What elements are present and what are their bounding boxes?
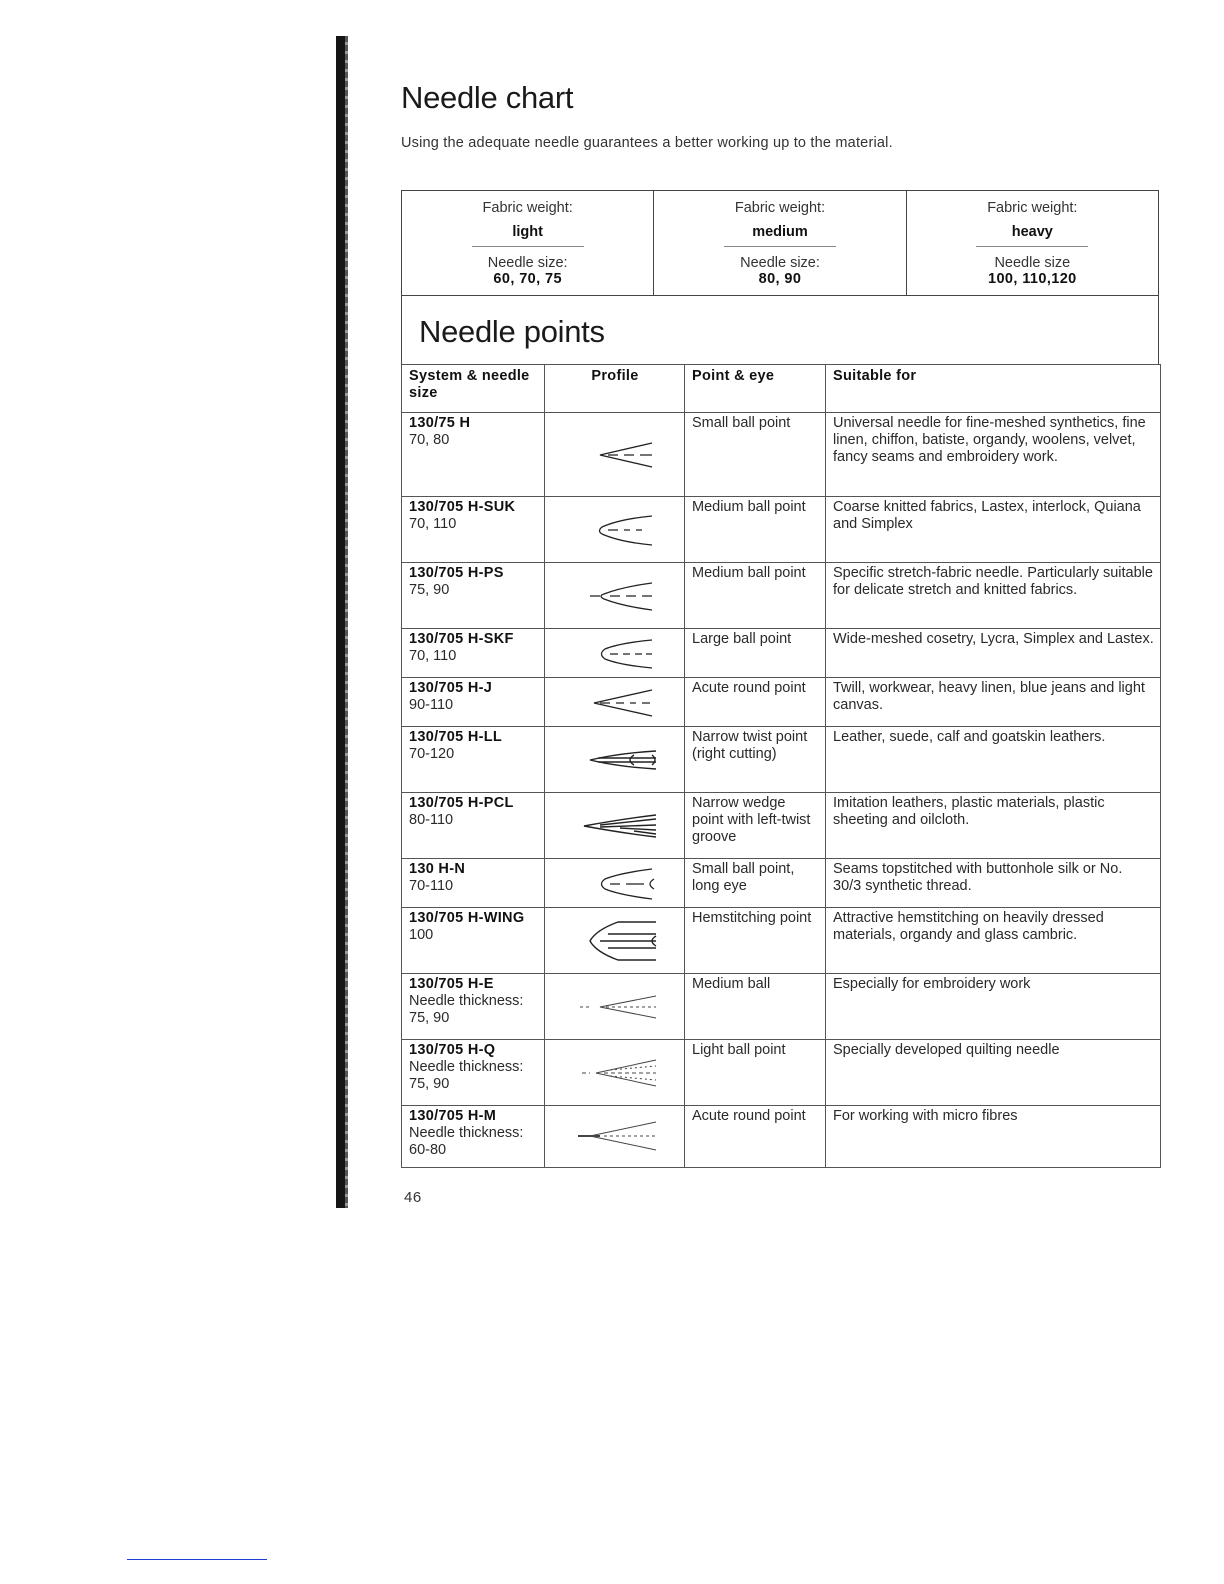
- needle-sizes: 70, 110: [409, 648, 457, 664]
- profile-cell: [545, 793, 685, 859]
- table-row: [402, 629, 1161, 678]
- needle-profile-icon: [560, 631, 670, 677]
- point-eye-cell: Small ball point, long eye: [685, 859, 826, 908]
- table-row: [402, 1106, 1161, 1168]
- divider: [724, 246, 836, 247]
- point-eye-cell: Small ball point: [685, 413, 826, 497]
- suitable-cell: Specially developed quilting needle: [826, 1040, 1161, 1106]
- needle-sizes: 70-120: [409, 746, 455, 762]
- system-cell: [402, 727, 545, 793]
- system-cell: [402, 497, 545, 563]
- point-eye-cell: Large ball point: [685, 629, 826, 678]
- table-row: [402, 727, 1161, 793]
- system-name: 130/705 H-E: [409, 976, 494, 992]
- needle-profile-icon: [560, 861, 670, 907]
- fabric-weight-table: [401, 190, 1159, 296]
- needle-profile-icon: [560, 415, 670, 495]
- profile-cell: [545, 1040, 685, 1106]
- profile-cell: [545, 908, 685, 974]
- header-system: System & needle size: [402, 365, 545, 413]
- profile-cell: [545, 629, 685, 678]
- needle-size-value: 80, 90: [758, 271, 802, 287]
- needle-sizes: 100: [409, 927, 434, 943]
- system-name: 130 H-N: [409, 861, 466, 877]
- suitable-cell: Coarse knitted fabrics, Lastex, interlock, Quiana and Simplex: [826, 497, 1161, 563]
- point-eye-cell: Medium ball point: [685, 497, 826, 563]
- needle-profile-icon: [560, 565, 670, 627]
- needle-points-title: Needle points: [419, 314, 605, 349]
- table-row: [402, 678, 1161, 727]
- needle-sizes: 70-110: [409, 878, 454, 894]
- suitable-cell: Seams topstitched with buttonhole silk or No. 30/3 synthetic thread.: [826, 859, 1161, 908]
- needle-sizes: 70, 110: [409, 516, 457, 532]
- system-name: 130/705 H-LL: [409, 729, 503, 745]
- table-row: [402, 497, 1161, 563]
- needle-sizes: Needle thickness: 75, 90: [409, 1059, 524, 1092]
- needle-sizes: Needle thickness: 60-80: [409, 1125, 524, 1158]
- system-cell: [402, 563, 545, 629]
- system-cell: [402, 1040, 545, 1106]
- point-eye-cell: Narrow twist point (right cutting): [685, 727, 826, 793]
- system-name: 130/705 H-Q: [409, 1042, 496, 1058]
- needle-points-table: [401, 364, 1161, 1168]
- system-name: 130/705 H-PS: [409, 565, 504, 581]
- page-number: 46: [404, 1189, 422, 1206]
- system-name: 130/705 H-M: [409, 1108, 497, 1124]
- system-cell: [402, 908, 545, 974]
- header-point: Point & eye: [685, 365, 826, 413]
- table-row: [402, 908, 1161, 974]
- fabric-weight-label: Fabric weight:: [734, 200, 826, 216]
- system-cell: [402, 793, 545, 859]
- point-eye-cell: Light ball point: [685, 1040, 826, 1106]
- profile-cell: [545, 727, 685, 793]
- fabric-weight-label: Fabric weight:: [482, 200, 573, 216]
- point-eye-cell: Acute round point: [685, 678, 826, 727]
- suitable-cell: Leather, suede, calf and goatskin leathers.: [826, 727, 1161, 793]
- page-title: Needle chart: [401, 80, 574, 115]
- intro-text: Using the adequate needle guarantees a better working up to the material.: [401, 135, 893, 151]
- needle-size-value: 60, 70, 75: [493, 271, 562, 287]
- needle-profile-icon: [560, 499, 670, 561]
- profile-cell: [545, 563, 685, 629]
- footer-rule: [127, 1559, 267, 1560]
- needle-size-label: Needle size: [994, 255, 1071, 271]
- profile-cell: [545, 678, 685, 727]
- needle-sizes: Needle thickness: 75, 90: [409, 993, 524, 1026]
- suitable-cell: Specific stretch-fabric needle. Particularly suitable for delicate stretch and knitted fabrics.: [826, 563, 1161, 629]
- point-eye-cell: Acute round point: [685, 1106, 826, 1168]
- suitable-cell: For working with micro fibres: [826, 1106, 1161, 1168]
- header-suitable: Suitable for: [826, 365, 1161, 413]
- needle-profile-icon: [560, 1108, 670, 1166]
- point-eye-cell: Medium ball point: [685, 563, 826, 629]
- needle-sizes: 70, 80: [409, 432, 450, 448]
- fabric-weight-heavy: [907, 191, 1158, 295]
- fabric-weight-value: medium: [752, 224, 808, 240]
- profile-cell: [545, 497, 685, 563]
- profile-cell: [545, 859, 685, 908]
- header-profile: Profile: [545, 365, 685, 413]
- system-name: 130/705 H-J: [409, 680, 493, 696]
- divider: [472, 246, 584, 247]
- table-header-row: [402, 365, 1161, 413]
- system-cell: [402, 859, 545, 908]
- system-name: 130/75 H: [409, 415, 471, 431]
- table-row: [402, 413, 1161, 497]
- suitable-cell: Imitation leathers, plastic materials, plastic sheeting and oilcloth.: [826, 793, 1161, 859]
- system-cell: [402, 974, 545, 1040]
- table-row: [402, 793, 1161, 859]
- fabric-weight-label: Fabric weight:: [987, 200, 1078, 216]
- needle-profile-icon: [560, 729, 670, 791]
- fabric-weight-light: [402, 191, 654, 295]
- table-row: [402, 563, 1161, 629]
- needle-size-label: Needle size:: [740, 255, 820, 271]
- system-name: 130/705 H-SKF: [409, 631, 514, 647]
- system-cell: [402, 413, 545, 497]
- system-name: 130/705 H-PCL: [409, 795, 514, 811]
- suitable-cell: Twill, workwear, heavy linen, blue jeans and light canvas.: [826, 678, 1161, 727]
- table-row: [402, 1040, 1161, 1106]
- system-name: 130/705 H-WING: [409, 910, 525, 926]
- fabric-weight-medium: [654, 191, 906, 295]
- needle-profile-icon: [560, 1042, 670, 1104]
- point-eye-cell: Hemstitching point: [685, 908, 826, 974]
- fabric-weight-value: heavy: [1011, 224, 1053, 240]
- system-cell: [402, 629, 545, 678]
- needle-profile-icon: [560, 910, 670, 972]
- table-row: [402, 974, 1161, 1040]
- point-eye-cell: Narrow wedge point with left-twist groove: [685, 793, 826, 859]
- profile-cell: [545, 1106, 685, 1168]
- divider: [976, 246, 1088, 247]
- needle-profile-icon: [560, 795, 670, 857]
- profile-cell: [545, 974, 685, 1040]
- system-cell: [402, 1106, 545, 1168]
- suitable-cell: Universal needle for fine-meshed synthetics, fine linen, chiffon, batiste, organdy, woolens, velvet, fancy seams and embroidery work.: [826, 413, 1161, 497]
- needle-points-heading-box: [401, 296, 1159, 365]
- needle-size-value: 100, 110,120: [987, 271, 1077, 287]
- needle-size-label: Needle size:: [487, 255, 568, 271]
- binding-bar: [336, 36, 347, 1208]
- profile-cell: [545, 413, 685, 497]
- system-name: 130/705 H-SUK: [409, 499, 516, 515]
- needle-sizes: 75, 90: [409, 582, 450, 598]
- needle-sizes: 80-110: [409, 812, 454, 828]
- fabric-weight-value: light: [512, 224, 543, 240]
- suitable-cell: Attractive hemstitching on heavily dressed materials, organdy and glass cambric.: [826, 908, 1161, 974]
- table-row: [402, 859, 1161, 908]
- needle-profile-icon: [560, 680, 670, 726]
- suitable-cell: Especially for embroidery work: [826, 974, 1161, 1040]
- point-eye-cell: Medium ball: [685, 974, 826, 1040]
- needle-sizes: 90-110: [409, 697, 454, 713]
- suitable-cell: Wide-meshed cosetry, Lycra, Simplex and Lastex.: [826, 629, 1161, 678]
- system-cell: [402, 678, 545, 727]
- needle-profile-icon: [560, 976, 670, 1038]
